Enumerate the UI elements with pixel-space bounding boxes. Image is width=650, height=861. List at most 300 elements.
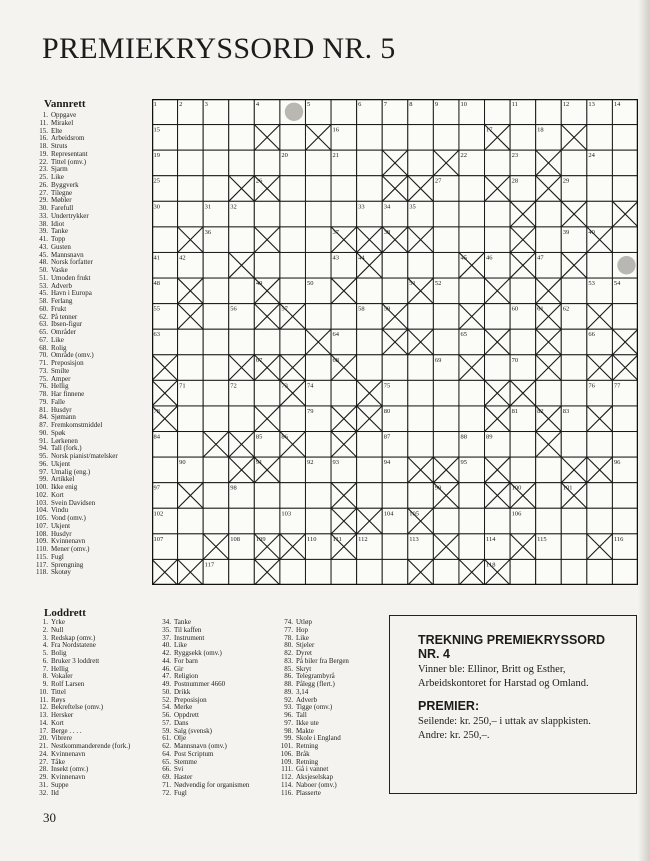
clue-number: 57. <box>162 718 171 727</box>
crossword-cell <box>433 227 459 253</box>
crossword-cell <box>612 508 638 534</box>
crossword-cell <box>408 483 434 509</box>
cell-number: 100 <box>511 484 522 492</box>
clue-text: Sjarm <box>51 165 68 174</box>
cell-number: 37 <box>332 228 340 236</box>
crossword-cell <box>357 150 383 176</box>
clue-text: Skotøy <box>51 568 71 577</box>
cell-number: 62 <box>562 305 570 313</box>
cell-number: 94 <box>383 459 391 467</box>
clue-text: Mannsnavn <box>51 250 84 259</box>
clue-text: Bruker 3 loddrett <box>51 656 100 665</box>
clue-number: 28. <box>39 765 48 774</box>
clue-number: 9. <box>42 680 48 688</box>
crossword-cell <box>203 278 229 304</box>
clue-text: Pålegg (flert.) <box>296 680 335 688</box>
cell-number: 3 <box>204 101 208 108</box>
crossword-cell <box>229 150 255 176</box>
clue-text: Gå i vannet <box>296 765 329 774</box>
clue-text: Amper <box>51 374 71 383</box>
clue-text: Utløp <box>296 618 312 626</box>
clue-number: 44. <box>162 656 171 665</box>
clue-number: 42. <box>162 649 171 657</box>
cell-number: 101 <box>562 484 573 492</box>
clue-text: Vindu <box>51 506 69 515</box>
cell-number: 57 <box>281 305 288 313</box>
clue-text: Stemme <box>174 757 197 766</box>
cell-number: 116 <box>613 535 624 543</box>
crossword-cell <box>433 329 459 355</box>
crossword-cell <box>178 508 204 534</box>
crossword-cell <box>229 329 255 355</box>
crossword-cell <box>254 252 280 278</box>
crossword-cell <box>331 380 357 406</box>
crossword-cell <box>178 432 204 458</box>
clue-text: Kvinnenavn <box>51 537 86 546</box>
clue-text: Tanke <box>51 227 69 236</box>
crossword-cell <box>280 483 306 509</box>
crossword-cell <box>536 483 562 509</box>
clue-number: 45. <box>39 250 48 259</box>
cell-number: 35 <box>409 203 416 211</box>
crossword-cell <box>203 457 229 483</box>
crossword-cell <box>357 176 383 202</box>
clue-text: Ferlang <box>51 297 73 305</box>
crossword-cell <box>433 559 459 585</box>
crossword-cell <box>536 227 562 253</box>
crossword-grid <box>152 99 638 585</box>
clue-number: 65. <box>162 757 171 766</box>
clue-text: Ikke ute <box>296 718 319 727</box>
prize-draw-heading: TREKNING PREMIEKRYSSORD NR. 4 <box>418 633 606 661</box>
crossword-cell <box>561 380 587 406</box>
crossword-cell <box>178 329 204 355</box>
cell-number: 24 <box>588 152 595 160</box>
crossword-cell <box>459 534 485 560</box>
crossword-cell <box>587 176 613 202</box>
clue-number: 89. <box>284 687 293 696</box>
down-heading: Loddrett <box>44 607 86 619</box>
clue-number: 63. <box>39 320 48 329</box>
cell-number: 117 <box>204 561 215 569</box>
cell-number: 12 <box>562 101 570 108</box>
cell-number: 71 <box>179 382 186 390</box>
crossword-cell <box>536 201 562 227</box>
crossword-cell <box>254 201 280 227</box>
clue-text: Norsk forfatter <box>51 258 93 267</box>
crossword-cell <box>433 201 459 227</box>
cell-number: 105 <box>409 510 420 518</box>
clue-text: Vond (omv.) <box>51 514 86 522</box>
prizes-heading: PREMIER: <box>418 699 480 713</box>
clue-number: 78. <box>39 390 48 398</box>
clue-number: 29. <box>39 773 48 781</box>
clue-text: Umoden frukt <box>51 273 91 282</box>
clue-number: 46. <box>162 664 171 673</box>
crossword-cell <box>331 99 357 125</box>
clue-number: 25. <box>39 173 48 181</box>
cell-number: 29 <box>562 177 570 185</box>
clue-number: 74. <box>284 618 293 626</box>
clue-number: 96. <box>39 459 48 468</box>
clue-text: Rolf Larsen <box>51 680 85 688</box>
crossword-cell <box>203 508 229 534</box>
crossword-cell <box>357 432 383 458</box>
cell-number: 87 <box>383 433 391 441</box>
cell-number: 23 <box>511 152 519 160</box>
crossword-cell <box>408 432 434 458</box>
crossword-cell <box>152 457 178 483</box>
crossword-cell <box>612 125 638 151</box>
clue-number: 116. <box>281 788 293 797</box>
punch-hole-mark <box>285 103 303 121</box>
clue-number: 39. <box>39 227 48 236</box>
clue-number: 48. <box>39 258 48 267</box>
prize-other: Andre: kr. 250,–. <box>418 730 490 741</box>
cell-number: 83 <box>562 407 570 415</box>
cell-number: 77 <box>613 382 621 390</box>
clue-number: 103. <box>35 498 48 507</box>
clue-text: Hersker <box>51 711 74 719</box>
crossword-cell <box>433 406 459 432</box>
clue-number: 93. <box>284 703 293 712</box>
clue-text: Artikkel <box>51 475 75 484</box>
cell-number: 33 <box>358 203 365 211</box>
cell-number: 41 <box>153 254 160 262</box>
cell-number: 110 <box>306 535 317 543</box>
clue-text: Dyret <box>296 649 312 657</box>
clue-text: Områder <box>51 328 76 336</box>
cell-number: 65 <box>460 331 467 339</box>
crossword-cell <box>229 99 255 125</box>
clue-text: Naboer (omv.) <box>296 780 337 789</box>
clue-text: Tilegne <box>51 188 73 197</box>
cell-number: 98 <box>230 484 237 492</box>
crossword-cell <box>382 355 408 381</box>
crossword-cell <box>382 483 408 509</box>
crossword-cell <box>305 176 331 202</box>
clue-text: Norsk pianist/matelsker <box>51 452 118 460</box>
crossword-cell <box>357 559 383 585</box>
crossword-cell <box>587 559 613 585</box>
clue-number: 12. <box>39 703 48 712</box>
clue-number: 29. <box>39 196 48 205</box>
cell-number: 69 <box>434 356 442 364</box>
cell-number: 63 <box>153 331 160 339</box>
clue-text: Hellig <box>51 382 69 391</box>
cell-number: 96 <box>613 459 621 467</box>
crossword-cell <box>254 150 280 176</box>
cell-number: 59 <box>383 305 391 313</box>
crossword-cell <box>203 355 229 381</box>
crossword-cell <box>510 457 536 483</box>
cell-number: 90 <box>179 459 186 467</box>
cell-number: 34 <box>383 203 391 211</box>
clue-text: Mirakel <box>51 118 74 127</box>
crossword-cell <box>305 559 331 585</box>
crossword-cell <box>612 150 638 176</box>
crossword-cell <box>459 227 485 253</box>
clue-number: 114. <box>281 780 293 789</box>
cell-number: 20 <box>281 152 288 160</box>
clue-text: Fugl <box>51 552 64 561</box>
clue-text: For barn <box>174 656 198 665</box>
cell-number: 60 <box>511 305 519 313</box>
clue-number: 115. <box>36 552 48 561</box>
clue-text: Preposisjon <box>174 695 207 704</box>
crossword-cell <box>229 278 255 304</box>
clue-text: Preposisjon <box>51 359 84 367</box>
clue-text: Gusten <box>51 242 71 251</box>
clue-number: 45. <box>39 289 48 298</box>
clue-number: 49. <box>162 680 171 688</box>
cell-number: 112 <box>358 535 368 543</box>
crossword-cell <box>510 559 536 585</box>
cell-number: 107 <box>153 535 164 543</box>
crossword-cell <box>305 508 331 534</box>
clue-text: Røys <box>51 695 66 704</box>
crossword-cell <box>408 355 434 381</box>
clue-text: Husdyr <box>51 529 72 538</box>
cell-number: 72 <box>230 382 237 390</box>
cell-number: 38 <box>383 228 391 236</box>
clue-text: Sjømann <box>51 413 76 422</box>
clue-text: Dans <box>174 718 189 727</box>
crossword-cell <box>536 457 562 483</box>
clue-number: 11. <box>39 118 48 127</box>
crossword-cell <box>254 329 280 355</box>
clue-text: Har finnene <box>51 390 85 398</box>
clue-text: Tall (fork.) <box>51 444 82 453</box>
page-title: PREMIEKRYSSORD NR. 5 <box>42 32 396 65</box>
clue-text: Arbeidsrom <box>51 134 85 143</box>
down-clue <box>33 790 130 798</box>
clue-text: Tåke <box>51 757 65 766</box>
cell-number: 46 <box>486 254 493 262</box>
clue-text: Religion <box>174 672 199 681</box>
cell-number: 66 <box>588 331 595 339</box>
crossword-cell <box>561 534 587 560</box>
cell-number: 111 <box>332 535 342 543</box>
crossword-cell <box>331 304 357 330</box>
clue-text: Like <box>51 173 64 181</box>
crossword-cell <box>587 125 613 151</box>
crossword-cell <box>229 406 255 432</box>
crossword-cell <box>408 380 434 406</box>
cell-number: 58 <box>358 305 365 313</box>
clue-number: 102. <box>35 490 48 499</box>
clue-number: 54. <box>162 703 171 712</box>
clue-number: 13. <box>39 711 48 719</box>
clue-text: Redskap (omv.) <box>51 633 96 642</box>
crossword-cell <box>485 201 511 227</box>
clue-number: 107. <box>35 521 48 530</box>
clue-number: 85. <box>284 664 293 673</box>
cell-number: 92 <box>306 459 314 467</box>
clue-number: 75. <box>39 374 48 383</box>
clue-text: Telegrambyrå <box>296 672 335 681</box>
crossword-cell <box>280 278 306 304</box>
cell-number: 6 <box>358 101 362 108</box>
clue-text: Ryggsekk (omv.) <box>174 649 222 657</box>
crossword-cell <box>612 176 638 202</box>
crossword-cell <box>178 355 204 381</box>
clue-text: Retning <box>296 742 319 750</box>
crossword-cell <box>587 201 613 227</box>
clue-number: 38. <box>39 219 48 228</box>
clue-number: 112. <box>281 773 293 781</box>
crossword-cell <box>305 483 331 509</box>
clue-number: 109. <box>280 757 293 766</box>
clue-text: Kvinnenavn <box>51 749 86 758</box>
clue-number: 104. <box>35 506 48 515</box>
clue-text: Svein Davidsen <box>51 498 96 507</box>
crossword-cell <box>561 150 587 176</box>
crossword-cell <box>331 201 357 227</box>
clue-number: 30. <box>39 204 48 212</box>
clue-number: 77. <box>284 625 293 634</box>
crossword-cell <box>178 125 204 151</box>
cell-number: 89 <box>486 433 493 441</box>
clue-number: 67. <box>39 335 48 344</box>
clue-text: Bråk <box>296 749 310 758</box>
cell-number: 1 <box>153 101 157 108</box>
clue-text: Bolig <box>51 649 67 657</box>
clue-number: 91. <box>39 436 48 445</box>
crossword-cell <box>459 380 485 406</box>
cell-number: 103 <box>281 510 292 518</box>
clue-number: 22. <box>39 157 48 166</box>
crossword-cell <box>459 406 485 432</box>
clue-number: 53. <box>39 281 48 290</box>
clue-text: Bekreftelse (omv.) <box>51 703 104 712</box>
clue-number: 76. <box>39 382 48 391</box>
crossword-cell <box>357 483 383 509</box>
clue-text: Nestkommanderende (fork.) <box>51 742 131 750</box>
prize-first: Seilende: kr. 250,– i uttak av slappkisten. <box>418 716 591 727</box>
cell-number: 43 <box>332 254 340 262</box>
crossword-cell <box>408 304 434 330</box>
clue-number: 8. <box>42 672 48 681</box>
page-edge-shadow <box>638 0 650 861</box>
clue-text: Instrument <box>174 633 205 642</box>
cell-number: 80 <box>383 407 391 415</box>
crossword-cell <box>459 278 485 304</box>
clue-number: 1. <box>42 111 48 119</box>
cell-number: 114 <box>486 535 496 543</box>
clue-text: Haster <box>174 773 193 781</box>
cell-number: 49 <box>255 280 263 288</box>
cell-number: 76 <box>588 382 595 390</box>
crossword-cell <box>331 559 357 585</box>
crossword-cell <box>305 150 331 176</box>
crossword-cell <box>408 125 434 151</box>
clue-number: 87. <box>39 421 48 429</box>
clue-number: 109. <box>35 537 48 546</box>
prize-draw-box <box>389 615 637 794</box>
clue-number: 61. <box>162 734 171 743</box>
clue-text: Merke <box>174 703 193 712</box>
clue-number: 27. <box>39 188 48 197</box>
cell-number: 81 <box>511 407 519 415</box>
crossword-cell <box>305 355 331 381</box>
clue-text: Like <box>296 633 309 642</box>
crossword-cell <box>280 227 306 253</box>
crossword-cell <box>280 176 306 202</box>
clue-text: Adverb <box>296 695 317 704</box>
clue-text: Svi <box>174 765 184 774</box>
crossword-cell <box>510 432 536 458</box>
clue-number: 60. <box>39 304 48 313</box>
crossword-cell <box>305 432 331 458</box>
cell-number: 82 <box>537 407 544 415</box>
clue-number: 43. <box>39 242 48 251</box>
cell-number: 74 <box>306 382 314 390</box>
crossword-cell <box>152 227 178 253</box>
crossword-cell <box>254 483 280 509</box>
clue-text: Frukt <box>51 304 67 313</box>
clue-number: 26. <box>39 180 48 189</box>
clue-text: Null <box>51 625 64 634</box>
clue-number: 47. <box>162 672 171 681</box>
crossword-cell <box>203 176 229 202</box>
crossword-cell <box>536 508 562 534</box>
clue-text: Kvinnenavn <box>51 773 86 781</box>
clue-text: Kort <box>51 718 64 727</box>
cell-number: 31 <box>204 203 212 211</box>
crossword-cell <box>203 483 229 509</box>
clue-number: 117. <box>36 560 48 569</box>
clue-text: Stjeler <box>296 641 315 650</box>
cell-number: 99 <box>434 484 442 492</box>
crossword-cell <box>280 457 306 483</box>
cell-number: 113 <box>409 535 419 543</box>
cell-number: 9 <box>434 101 439 108</box>
clue-text: Tittel (omv.) <box>51 157 87 166</box>
cell-number: 108 <box>230 535 240 543</box>
clue-text: Vokaler <box>51 672 73 681</box>
crossword-cell <box>561 278 587 304</box>
clue-text: Rolig <box>51 343 67 352</box>
crossword-cell <box>254 508 280 534</box>
clue-text: Fremkomstmiddel <box>51 421 103 429</box>
clue-text: Møbler <box>51 196 72 205</box>
cell-number: 47 <box>537 254 544 262</box>
clue-number: 100. <box>35 483 48 491</box>
crossword-cell <box>612 406 638 432</box>
crossword-cell <box>612 304 638 330</box>
winners-text: Vinner ble: Ellinor, Britt og Esther, Arbeidskontoret for Harstad og Omland. <box>418 664 589 689</box>
clue-number: 32. <box>39 788 48 797</box>
clue-number: 37. <box>162 633 171 642</box>
cell-number: 10 <box>460 101 467 108</box>
clue-text: Topp <box>51 235 66 243</box>
clue-number: 40. <box>162 641 171 650</box>
clue-number: 99. <box>39 475 48 484</box>
cell-number: 93 <box>332 459 340 467</box>
crossword-cell <box>203 380 229 406</box>
crossword-cell <box>203 125 229 151</box>
clue-number: 80. <box>284 641 293 650</box>
clue-text: På tenner <box>51 312 78 321</box>
crossword-cell <box>408 252 434 278</box>
clue-number: 23. <box>39 165 48 174</box>
cell-number: 67 <box>255 356 263 364</box>
clue-text: Salg (svensk) <box>174 726 212 735</box>
cell-number: 55 <box>153 305 160 313</box>
crossword-cell <box>612 483 638 509</box>
clue-text: Smilte <box>51 366 70 375</box>
